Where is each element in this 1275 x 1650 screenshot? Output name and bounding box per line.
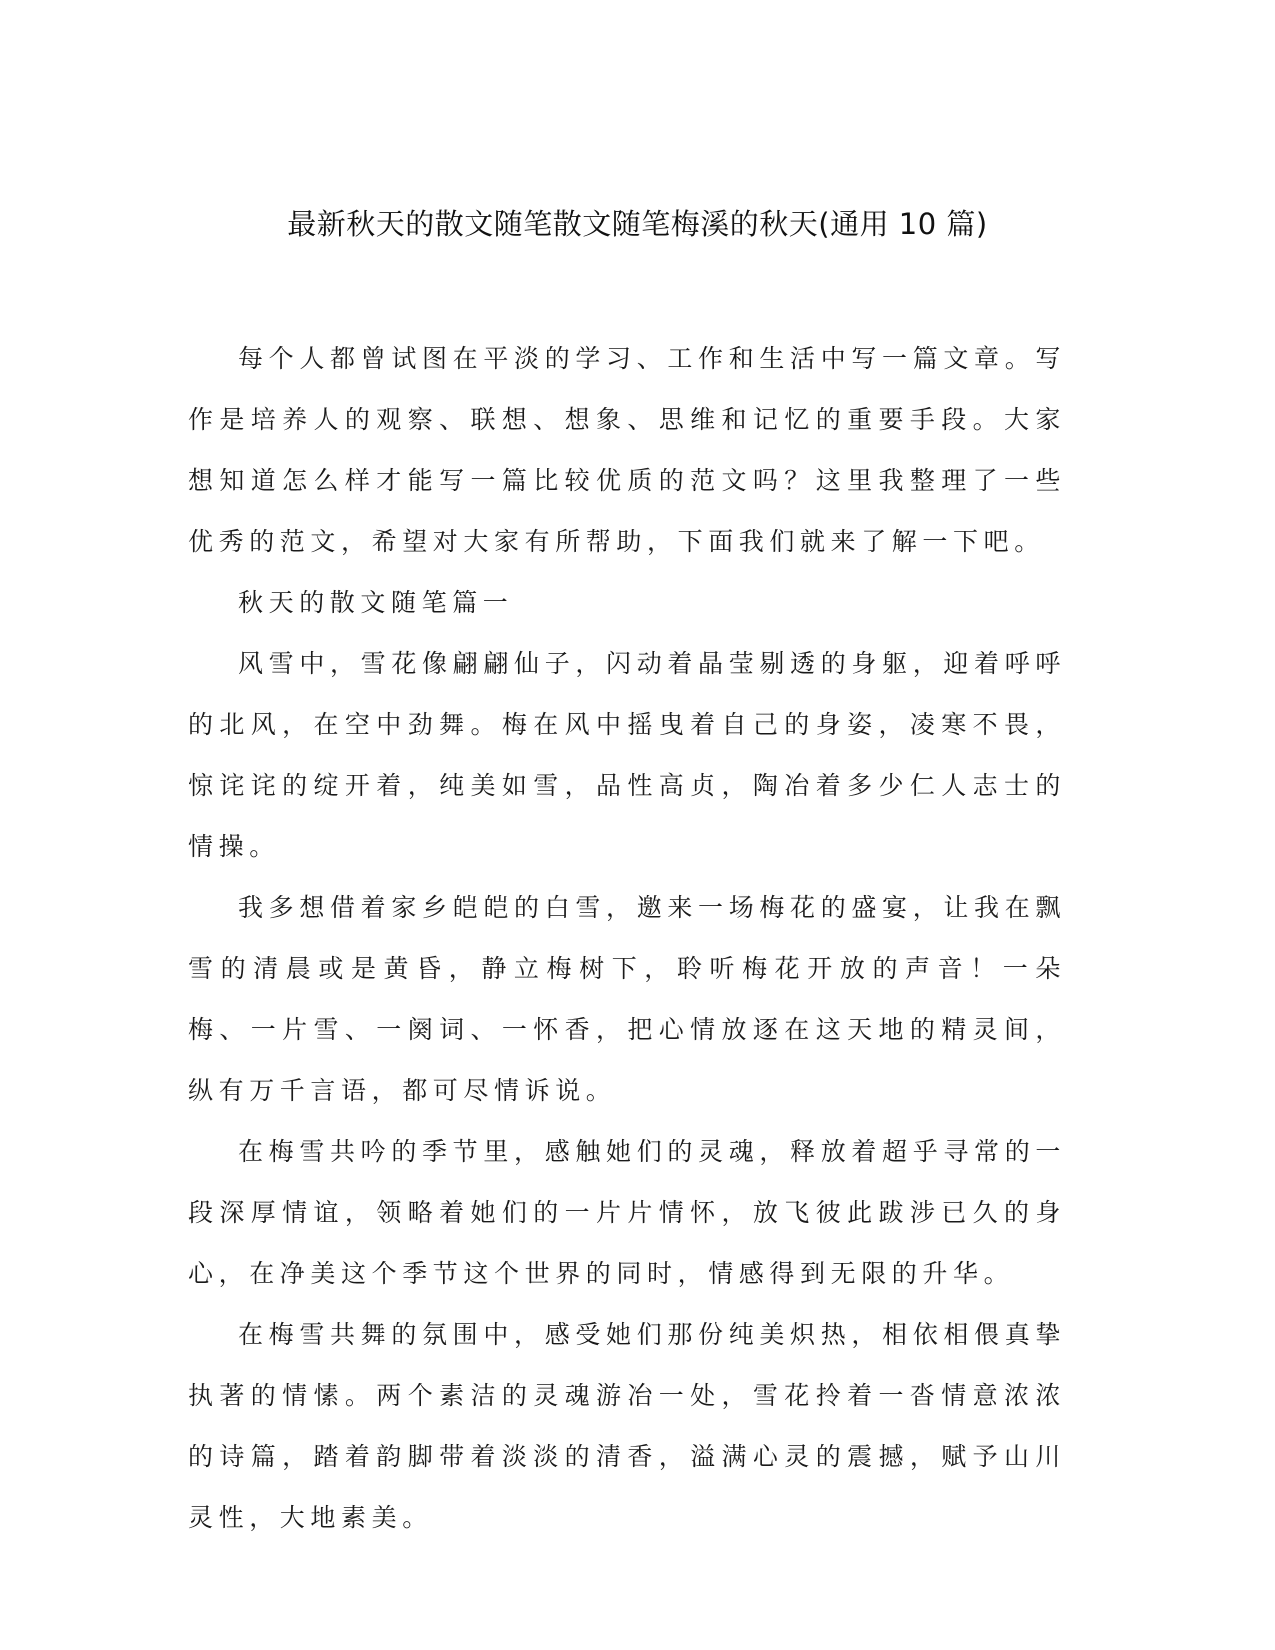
intro-paragraph: 每个人都曾试图在平淡的学习、工作和生活中写一篇文章。写作是培养人的观察、联想、想象、思维和记忆的重要手段。大家想知道怎么样才能写一篇比较优质的范文吗？这里我整理了一些优秀的范文，希望对大家有所帮助，下面我们就来了解一下吧。 (188, 344, 1066, 556)
section-heading: 秋天的散文随笔篇一 (238, 588, 514, 617)
body-paragraph: 风雪中，雪花像翩翩仙子，闪动着晶莹剔透的身躯，迎着呼呼的北风，在空中劲舞。梅在风中摇曳着自己的身姿，凌寒不畏，惊诧诧的绽开着，纯美如雪，品性高贞，陶冶着多少仁人志士的情操。 (188, 649, 1066, 861)
body-paragraph: 在梅雪共吟的季节里，感触她们的灵魂，释放着超乎寻常的一段深厚情谊，领略着她们的一片片情怀，放飞彼此跋涉已久的身心，在净美这个季节这个世界的同时，情感得到无限的升华。 (188, 1137, 1066, 1288)
body-paragraph: 我多想借着家乡皑皑的白雪，邀来一场梅花的盛宴，让我在飘雪的清晨或是黄昏，静立梅树下，聆听梅花开放的声音！一朵梅、一片雪、一阕词、一怀香，把心情放逐在这天地的精灵间，纵有万千言语，都可尽情诉说。 (188, 893, 1066, 1105)
body-paragraph: 在梅雪共舞的氛围中，感受她们那份纯美炽热，相依相偎真挚执著的情愫。两个素洁的灵魂游冶一处，雪花拎着一沓情意浓浓的诗篇，踏着韵脚带着淡淡的清香，溢满心灵的震撼，赋予山川灵性，大地素美。 (188, 1320, 1066, 1532)
document-title: 最新秋天的散文随笔散文随笔梅溪的秋天(通用 10 篇) (287, 207, 988, 241)
document-body (188, 328, 1066, 1548)
